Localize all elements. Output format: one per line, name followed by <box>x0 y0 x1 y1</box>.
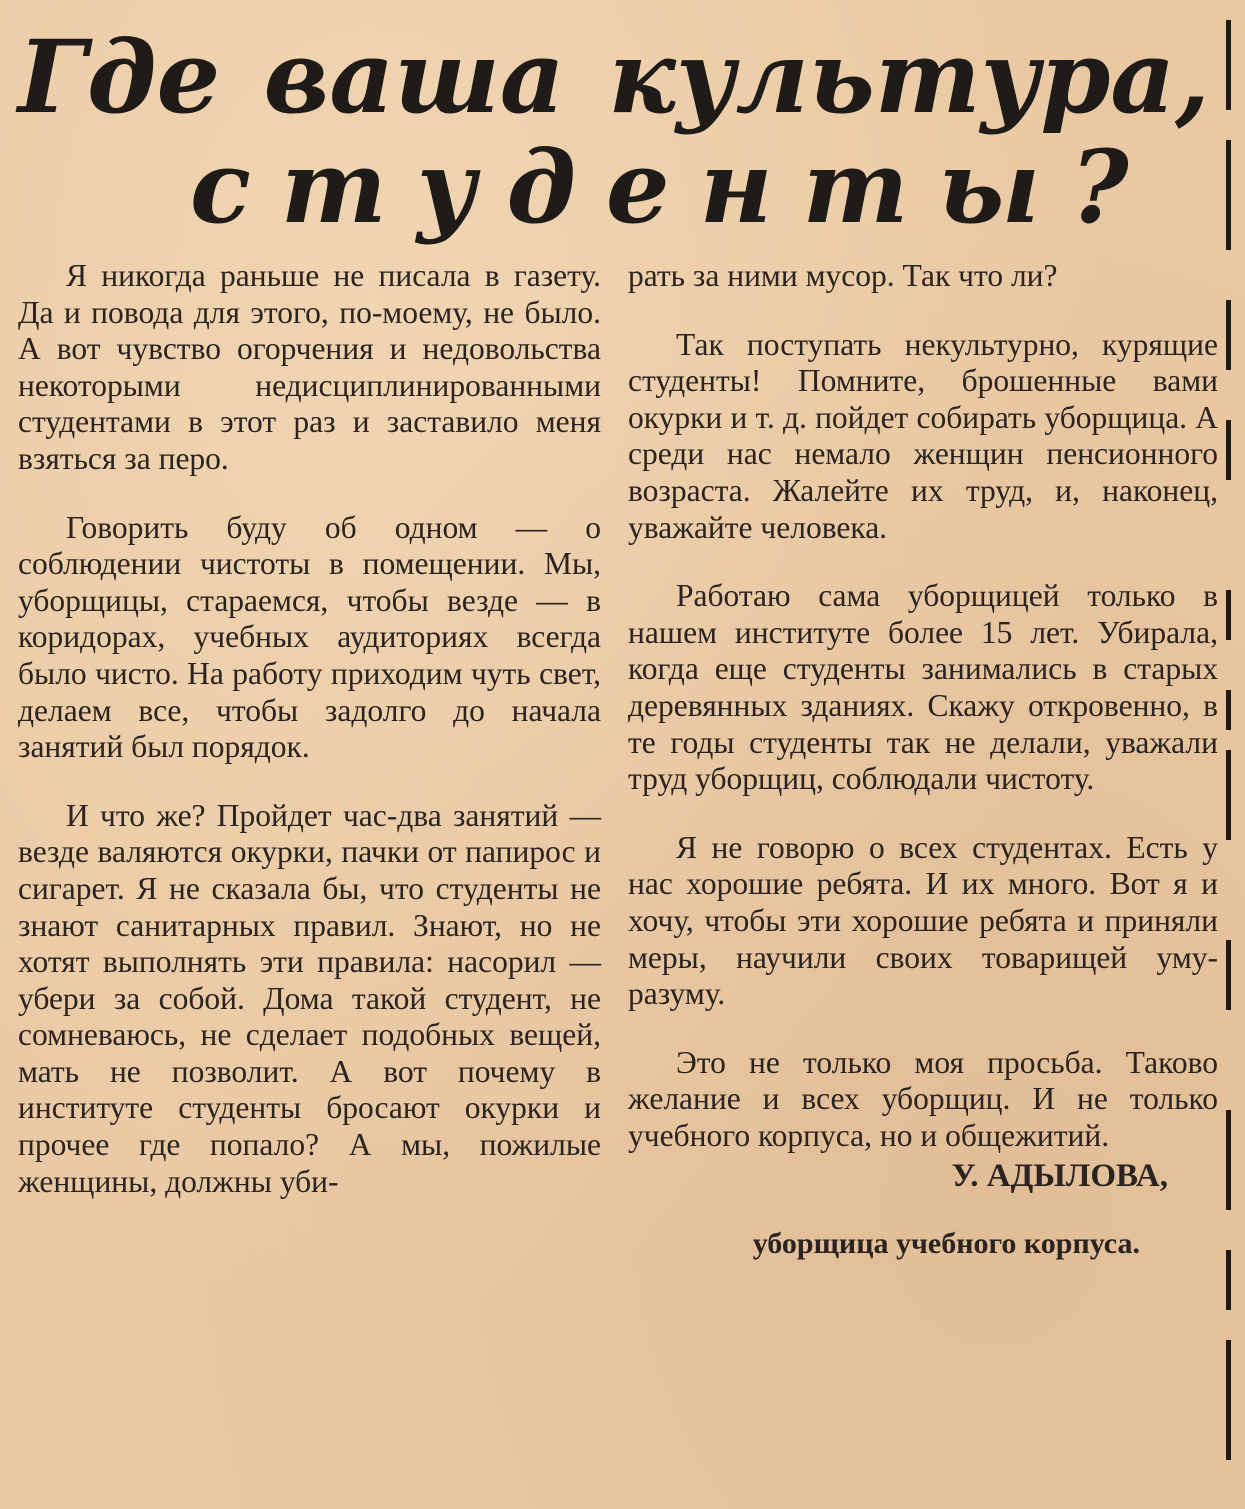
author-name: У. АДЫЛОВА, <box>951 1158 1168 1195</box>
headline-word: культура, <box>608 18 1210 136</box>
article-paragraph-continuation: рать за ними мусор. Так что ли? <box>628 258 1058 293</box>
article-paragraph: Говорить буду об одном — о соблюдении чистоты в помещении. Мы, уборщицы, стараемся, чтобы везде — в коридорах, учебных аудиториях всегда было чисто. На работу приходим чуть свет, делаем все, чтобы задолго до начала занятий был порядок. <box>18 509 601 765</box>
author-role: уборщица учебного корпуса. <box>752 1227 1140 1261</box>
edge-mark <box>1226 940 1231 1010</box>
edge-mark <box>1226 750 1231 840</box>
article-paragraph: И что же? Пройдет час-два занятий — везде валяются окурки, пачки от папирос и сигарет. Я не сказала бы, что студенты не знают санитарных правил. Знают, но не хотят выполнять эти правила: насорил — убери за собой. Дома такой студент, не сомневаюсь, не сделает подобных вещей, мать не позволит. А вот почему в институте студенты бросают окурки и прочее где попало? А мы, пожилые женщины, должны уби- <box>18 797 601 1199</box>
page-edge-marks <box>1222 0 1245 1509</box>
edge-mark <box>1226 420 1231 480</box>
article-paragraph: Я никогда раньше не писала в газету. Да и повода для этого, по-моему, не было. А вот чувство огорчения и недовольства некоторыми недисциплинированными студентами в этот раз и заставило меня взяться за перо. <box>18 258 601 476</box>
article-paragraph: Это не только моя просьба. Таково желание и всех уборщиц. И не только учебного корпуса, но и общежитий. <box>628 1044 1218 1153</box>
edge-mark <box>1226 140 1231 250</box>
article-paragraph: Так поступать некультурно, курящие студенты! Помните, брошенные вами окурки и т. д. пойдет собирать уборщица. А среди нас немало женщин пенсионного возраста. Жалейте их труд, и, наконец, уважайте человека. <box>628 326 1218 545</box>
article-column-right <box>628 258 1218 1294</box>
edge-mark <box>1226 1340 1231 1460</box>
headline-word: ваша <box>263 18 565 136</box>
article-paragraph: Я не говорю о всех студентах. Есть у нас хорошие ребята. И их много. Вот я и хочу, чтобы эти хорошие ребята и приняли меры, научили своих товарищей уму-разуму. <box>628 829 1218 1012</box>
headline-line-1 <box>0 18 1220 136</box>
article-paragraph: Работаю сама уборщицей только в нашем институте более 15 лет. Убирала, когда еще студенты занимались в старых деревянных зданиях. Скажу откровенно, в те годы студенты так не делали, уважали труд уборщиц, соблюдали чистоту. <box>628 578 1218 797</box>
edge-mark <box>1226 1110 1231 1210</box>
headline-line-2: студенты? <box>190 128 1159 246</box>
headline-word: Где <box>18 18 221 136</box>
edge-mark <box>1226 590 1231 640</box>
edge-mark <box>1226 1250 1231 1310</box>
edge-mark <box>1226 20 1231 110</box>
edge-mark <box>1226 300 1231 370</box>
edge-mark <box>1226 690 1231 730</box>
article-column-left <box>18 258 601 1232</box>
